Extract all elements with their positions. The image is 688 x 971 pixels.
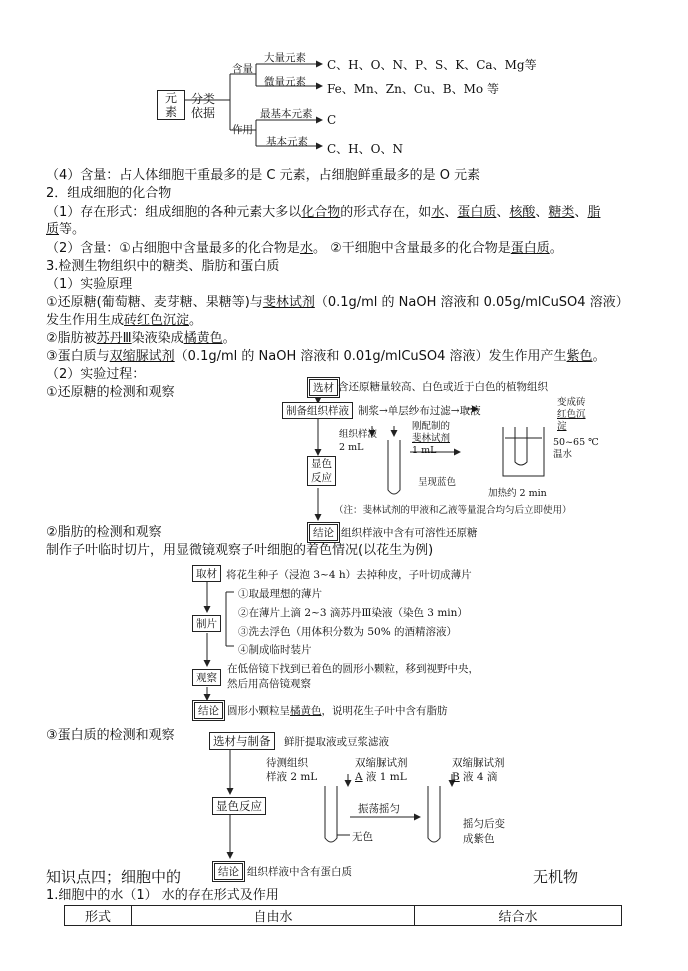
major-elements-label: 大量元素 — [264, 52, 306, 64]
water-heading: 1.细胞中的水（1） 水的存在形式及作用 — [46, 888, 279, 903]
classification-basis: 分类依据 — [190, 92, 215, 120]
t: （0.1g/ml 的 NaOH 溶液和 0.01g/mlCuSO4 溶液）发生作用产生 — [174, 349, 567, 364]
root-element-box: 元素 — [157, 90, 185, 120]
principle-1b — [46, 312, 202, 329]
t: 、 — [496, 205, 510, 220]
t: 摇匀后变 — [463, 818, 505, 830]
flow3-sample — [266, 756, 317, 784]
u-protein: 蛋白质 — [457, 205, 497, 220]
flow3-conclusion-text: 组织样液中含有蛋白质 — [247, 866, 352, 878]
t: 液 1 mL — [362, 771, 407, 783]
flow1-step-select-text: 含还原糖量较高、白色或近于白色的植物组织 — [338, 381, 548, 393]
flow2-conclusion-text — [227, 703, 448, 718]
flow3-reagent-a — [355, 756, 408, 784]
flow2-step-take: 取材 — [192, 565, 221, 582]
flow2-conclusion: 结论 — [192, 700, 225, 721]
t: 变成砖 — [557, 397, 586, 408]
knowledge-point-inorganic: 无机物 — [533, 868, 579, 886]
t: 温水 — [553, 449, 573, 460]
t: （1）存在形式：组成细胞的各种元素大多以 — [46, 205, 302, 220]
t: 发生作用生成 — [46, 313, 125, 328]
t: 2 mL — [339, 442, 364, 453]
t: 染液染成 — [131, 331, 184, 346]
flow3-step-select: 选材与制备 — [209, 732, 275, 750]
u-fehling: 斐林试剂 — [262, 295, 315, 310]
t: 。 — [549, 241, 563, 256]
flow1-step-prepare: 制备组织样液 — [282, 402, 353, 419]
flow1-time: 加热约 2 min — [488, 488, 547, 499]
flow1-conclusion: 结论 — [307, 522, 340, 543]
t: 样液 2 mL — [266, 771, 318, 783]
basic-value: C、H、O、N — [327, 142, 403, 156]
t: 。 ②干细胞中含量最多的化合物是 — [312, 241, 511, 256]
section-heading-detection: 3.检测生物组织中的糖类、脂肪和蛋白质 — [46, 259, 280, 274]
experiment-1-heading: ①还原糖的检测和观察 — [46, 385, 175, 400]
t: 双缩脲试剂 — [452, 757, 505, 769]
t: 、 — [574, 205, 588, 220]
t: （0.1g/ml 的 NaOH 溶液和 0.05g/mlCuSO4 溶液） — [314, 295, 629, 310]
u-purple: 紫色 — [566, 349, 593, 364]
principle-2 — [46, 330, 236, 347]
u-a: A — [355, 771, 363, 783]
experiment-2-heading: ②脂肪的检测和观察 — [46, 525, 162, 540]
u-sugar: 糖类 — [548, 205, 575, 220]
flow1-conclusion-text: 组织样液中含有可溶性还原糖 — [341, 527, 478, 539]
u-water-most: 水 — [299, 241, 313, 256]
principle-1 — [46, 294, 629, 311]
flow3-reagent-b — [452, 756, 505, 784]
t: 红色沉 — [557, 409, 586, 420]
flow2-step-slide: 制片 — [192, 615, 221, 632]
existence-form-line1 — [46, 204, 600, 221]
t: 然后用高倍镜观察 — [227, 678, 311, 690]
water-forms-table — [64, 905, 622, 926]
t: 组织样液 — [339, 429, 378, 440]
t: 。 — [222, 331, 236, 346]
t: 反应 — [311, 472, 332, 484]
trace-elements-list: Fe、Mn、Zn、Cu、B、Mo — [327, 82, 484, 96]
experiment-3-heading: ③蛋白质的检测和观察 — [46, 728, 175, 743]
t: ①还原糖(葡萄糖、麦芽糖、果糖等)与 — [46, 295, 263, 310]
knowledge-point-heading: 知识点四；细胞中的 — [46, 868, 182, 886]
t: 刚配制的 — [412, 421, 451, 432]
u-lipid: 脂 — [587, 205, 601, 220]
flow1-sample — [339, 428, 377, 454]
t: （2）含量：①占细胞中含量最多的化合物是 — [46, 241, 300, 256]
existence-form-line2 — [46, 221, 85, 238]
major-elements-list: C、H、O、N、P、S、K、Ca、Mg — [327, 58, 525, 72]
flow2-sub-1: ①取最理想的薄片 — [238, 588, 322, 600]
major-elements — [327, 56, 537, 73]
flow3-step-select-text: 鲜肝提取液或豆浆滤液 — [284, 736, 389, 748]
table-header-cell: 结合水 — [415, 906, 622, 926]
t: ③蛋白质与 — [46, 349, 110, 364]
flow2-sub-3: ③洗去浮色（用体积分数为 50% 的酒精溶液） — [238, 626, 458, 638]
u-compound: 化合物 — [301, 205, 341, 220]
flow2-sub-2: ②在薄片上滴 2~3 滴苏丹Ⅲ染液（染色 3 min） — [238, 607, 468, 619]
flow1-temp — [553, 437, 599, 461]
t: 。 — [592, 349, 606, 364]
u-b: B — [452, 771, 460, 783]
trace-elements-label: 微量元素 — [264, 76, 306, 88]
trace-elements — [327, 80, 499, 97]
flow3-conclusion: 结论 — [212, 861, 245, 882]
t: 1 mL — [412, 445, 437, 456]
flow1-step-prepare-text: 制浆→单层纱布过滤→取液 — [358, 405, 481, 417]
basic-most-label: 最基本元素 — [260, 108, 313, 120]
process-heading: （2）实验过程： — [46, 367, 146, 382]
t: 圆形小颗粒呈 — [227, 705, 290, 717]
t: ，说明花生子叶中含有脂肪 — [321, 705, 448, 717]
flow1-step-select: 选材 — [307, 377, 340, 398]
trace-suffix: 等 — [486, 82, 499, 96]
t: 。 — [189, 313, 203, 328]
u-orange: 橘黄色 — [183, 331, 223, 346]
principle-3 — [46, 348, 606, 365]
t: 成紫色 — [463, 833, 495, 845]
t: 、 — [444, 205, 458, 220]
t: 待测组织 — [266, 757, 308, 769]
flow1-step-color — [307, 456, 336, 486]
t: ②脂肪被 — [46, 331, 97, 346]
t: 淀 — [557, 421, 567, 432]
t: 50~65 ℃ — [553, 437, 599, 448]
t: 等。 — [59, 222, 86, 237]
t: 双缩脲试剂 — [355, 757, 408, 769]
u-water: 水 — [431, 205, 445, 220]
flow1-reagent — [412, 421, 450, 457]
major-suffix: 等 — [524, 58, 537, 72]
flow3-shake: 振荡摇匀 — [358, 803, 400, 815]
flow1-note: （注：斐林试剂的甲液和乙液等量混合均匀后立即使用） — [334, 505, 572, 516]
t: 在低倍镜下找到已着色的圆形小颗粒，移到视野中央， — [227, 663, 479, 675]
section-heading-compounds: 2．组成细胞的化合物 — [46, 186, 172, 201]
flow2-step-take-text: 将花生种子（浸泡 3~4 h）去掉种皮，子叶切成薄片 — [226, 569, 472, 581]
principle-heading: （1）实验原理 — [46, 277, 133, 292]
flow3-after — [463, 817, 505, 847]
flow1-result — [557, 397, 586, 433]
basic-most-value: C — [327, 113, 337, 127]
branch-role-label: 作用 — [232, 124, 253, 136]
t: 液 4 滴 — [459, 771, 498, 783]
flow3-colorless: 无色 — [352, 831, 373, 843]
content-paragraph: （4）含量：占人体细胞干重最多的是 C 元素，占细胞鲜重最多的是 O 元素 — [46, 168, 481, 183]
u-brick-red: 砖红色沉淀 — [124, 313, 190, 328]
t: 、 — [535, 205, 549, 220]
u-biuret: 双缩脲试剂 — [109, 349, 175, 364]
flow2-observe-text — [227, 662, 479, 692]
u-sudan: 苏丹Ⅲ — [96, 331, 132, 346]
flow3-step-color: 显色反应 — [212, 797, 266, 815]
u-protein-most: 蛋白质 — [510, 241, 550, 256]
u-nucleic-acid: 核酸 — [509, 205, 536, 220]
table-header-cell: 自由水 — [132, 906, 415, 926]
table-header-cell: 形式 — [65, 906, 132, 926]
flow2-step-observe: 观察 — [192, 669, 221, 686]
t: 斐林试剂 — [412, 433, 451, 444]
branch-content-label: 含量 — [232, 63, 253, 75]
flow2-sub-4: ④制成临时装片 — [238, 644, 312, 656]
basic-label: 基本元素 — [266, 136, 308, 148]
t: 的形式存在，如 — [340, 205, 432, 220]
flow1-blue: 呈现蓝色 — [418, 477, 457, 488]
u-orange-yellow: 橘黄色 — [290, 705, 322, 717]
u-lipid-2: 质 — [46, 222, 60, 237]
t: 显色 — [311, 458, 332, 470]
experiment-2-desc: 制作子叶临时切片，用显微镜观察子叶细胞的着色情况(以花生为例) — [46, 543, 434, 558]
content-line — [46, 240, 563, 257]
table-row — [65, 906, 622, 926]
